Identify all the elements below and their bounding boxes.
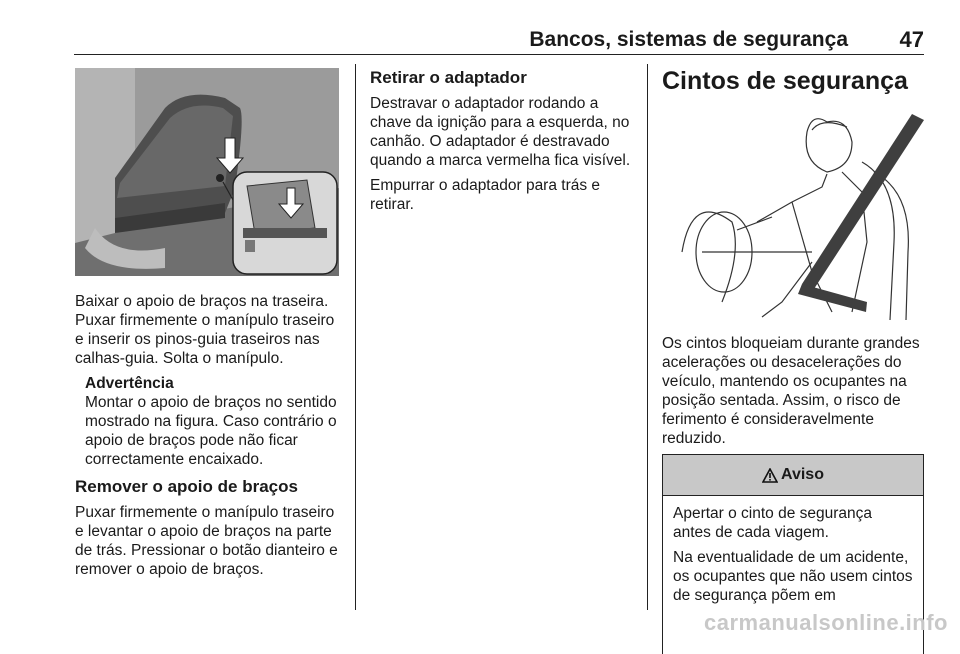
warning-text-1: Apertar o cinto de segurança antes de cada viagem. [673,505,873,541]
armrest-illustration [75,68,339,276]
armrest-install-text: Baixar o apoio de braços na traseira. Puxar firmemente o manípulo traseiro e inserir os pinos-guia traseiros nas calhas-guia. Solta o manípulo. [75,293,335,367]
watermark: carmanualsonline.info [704,610,948,635]
warning-content [663,496,923,605]
warning-heading: Aviso [781,466,824,483]
remove-armrest-text: Puxar firmemente o manípulo traseiro e levantar o apoio de braços na parte de trás. Pressionar o botão dianteiro e remover o apoio de braços. [75,504,338,578]
seatbelt-intro-text: Os cintos bloqueiam durante grandes acelerações ou desacelerações do veículo, mantendo os ocupantes na posição sentada. Assim, o risco de ferimento é consideravelmente reduzido. [662,335,920,447]
column-2 [370,68,638,220]
warning-triangle-icon [762,468,778,483]
column-divider-1 [355,64,356,610]
seat-belts-heading: Cintos de segurança [662,67,908,95]
adapter-remove-text: Empurrar o adaptador para trás e retirar. [370,177,601,213]
remove-armrest-heading: Remover o apoio de braços [75,477,298,496]
column-3 [662,64,926,454]
section-title: Bancos, sistemas de segurança [529,28,848,51]
warning-text-2: Na eventualidade de um acidente, os ocupantes que não usem cintos de segurança põem em [673,549,913,604]
column-divider-2 [647,64,648,610]
seatbelt-driver-illustration [662,102,926,320]
adapter-unlock-text: Destravar o adaptador rodando a chave da ignição para a esquerda, no canhão. O adaptador é destravado quando a marca vermelha fica visível. [370,95,631,169]
page-number: 47 [899,27,924,52]
note-text: Montar o apoio de braços no sentido mostrado na figura. Caso contrário o apoio de braços pode não ficar correctamente encaixado. [85,394,337,468]
note-heading: Advertência [85,375,174,392]
remove-adapter-heading: Retirar o adaptador [370,68,527,87]
warning-header [663,455,923,496]
header-divider [74,54,924,55]
column-1 [75,68,345,585]
note-block [75,374,345,469]
